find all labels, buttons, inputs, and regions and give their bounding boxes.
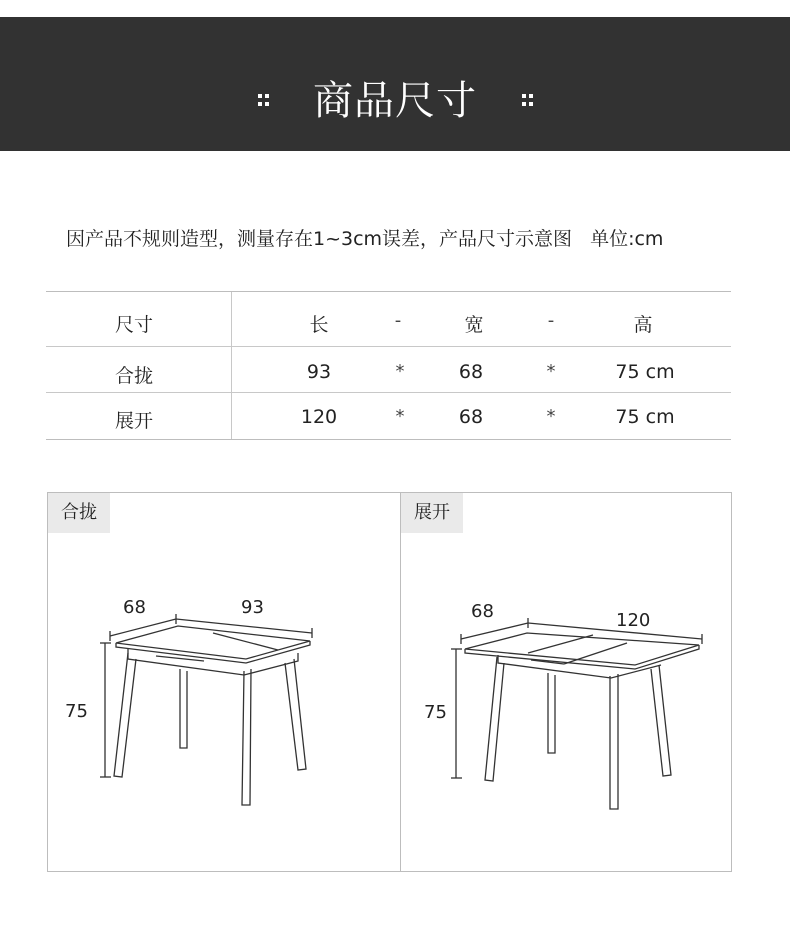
four-dots-icon [522, 94, 534, 108]
diagram-tag-expanded: 展开 [401, 493, 463, 533]
width-dimension-label: 68 [471, 601, 494, 622]
length-dimension-label: 120 [616, 610, 651, 631]
header-width: 宽 [464, 314, 484, 336]
note-text: 因产品不规则造型，测量存在1~3cm误差，产品尺寸示意图 [66, 228, 573, 250]
size-table [46, 291, 731, 440]
measurement-note [66, 224, 663, 251]
row-length: 93 [306, 361, 332, 383]
header-length: 长 [309, 314, 329, 336]
table-folded-illustration [48, 493, 401, 871]
page-title: 商品尺寸 [313, 78, 477, 124]
row-width: 68 [458, 406, 484, 428]
row-times: * [395, 406, 405, 427]
row-label: 合拢 [114, 365, 154, 387]
header-banner [0, 17, 790, 151]
header-sep: - [394, 310, 402, 331]
table-expanded-illustration [401, 493, 731, 871]
width-dimension-label: 68 [123, 597, 146, 618]
header-sep: - [547, 310, 555, 331]
table-row-divider [46, 392, 731, 393]
row-label: 展开 [114, 410, 154, 432]
table-row-divider [46, 346, 731, 347]
row-height: 75 cm [615, 361, 675, 383]
height-dimension-label: 75 [65, 701, 88, 722]
row-width: 68 [458, 361, 484, 383]
row-times: * [546, 361, 556, 382]
row-height: 75 cm [615, 406, 675, 428]
diagram-panel-folded [47, 492, 402, 872]
diagram-tag-folded: 合拢 [48, 493, 110, 533]
diagram-panel-expanded [400, 492, 732, 872]
height-dimension-label: 75 [424, 702, 447, 723]
header-size-label: 尺寸 [114, 314, 154, 336]
length-dimension-label: 93 [241, 597, 264, 618]
table-column-divider [231, 292, 232, 439]
row-length: 120 [300, 406, 338, 428]
row-times: * [395, 361, 405, 382]
row-times: * [546, 406, 556, 427]
unit-text: 单位:cm [590, 228, 664, 250]
header-height: 高 [633, 314, 653, 336]
